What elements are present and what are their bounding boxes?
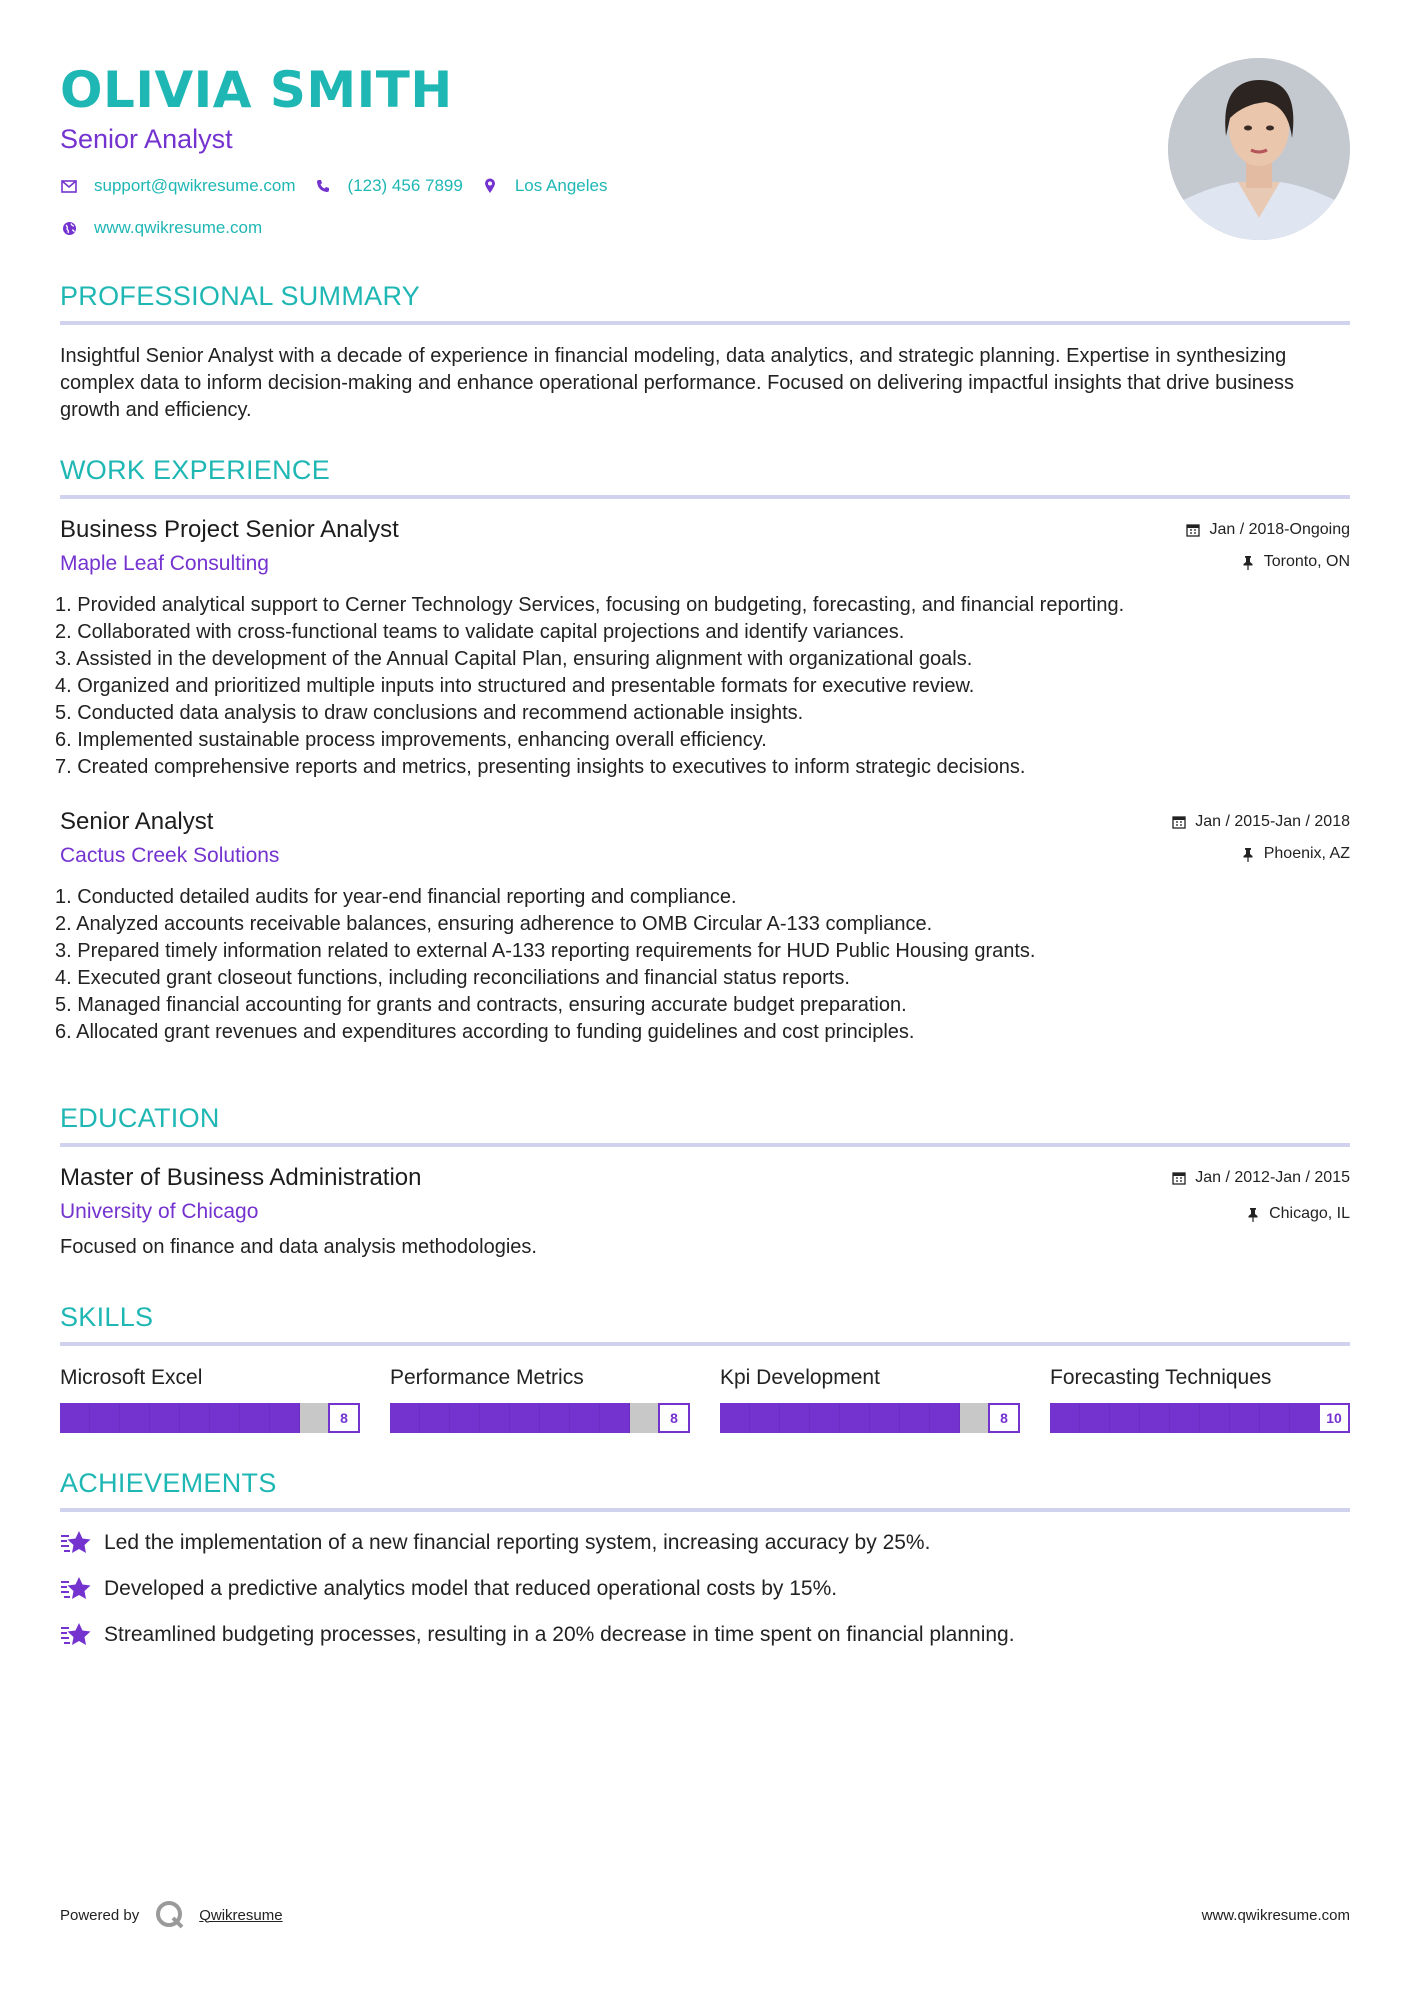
achievement-item [60, 1528, 1350, 1558]
section-heading-achievements: ACHIEVEMENTS [60, 1467, 1350, 1512]
skill-level-badge: 8 [988, 1403, 1020, 1433]
section-heading-education: EDUCATION [60, 1102, 1350, 1147]
location-text: Los Angeles [514, 176, 608, 195]
map-pin-icon [481, 177, 499, 195]
skill-level-segment [1200, 1403, 1230, 1433]
skill-level-segment [630, 1403, 660, 1433]
skill-level-bar [1050, 1403, 1350, 1433]
job-location: Toronto, ON [1263, 553, 1350, 570]
job-company: Cactus Creek Solutions [60, 844, 280, 867]
star-badge-icon [60, 1620, 92, 1650]
experience-section [55, 454, 1350, 1046]
skill-level-segment [300, 1403, 330, 1433]
achievement-text: Led the implementation of a new financial reporting system, increasing accuracy by 25%. [104, 1531, 931, 1554]
contact-website[interactable] [60, 218, 262, 238]
star-badge-icon [60, 1574, 92, 1604]
skill-level-segment [1080, 1403, 1110, 1433]
job-bullet: 3. Assisted in the development of the Annual Capital Plan, ensuring alignment with organizational goals. [55, 648, 973, 670]
degree-title: Master of Business Administration [60, 1164, 422, 1191]
section-heading-summary: PROFESSIONAL SUMMARY [60, 280, 1350, 325]
powered-by-label: Powered by [60, 1906, 140, 1924]
skill-level-segment [480, 1403, 510, 1433]
job-bullet: 1. Conducted detailed audits for year-end financial reporting and compliance. [55, 886, 737, 908]
skill-level-segment [90, 1403, 120, 1433]
skill-level-segment [510, 1403, 540, 1433]
skill-level-bar [390, 1403, 690, 1433]
footer-url[interactable]: www.qwikresume.com [1201, 1906, 1350, 1924]
star-badge-icon [60, 1528, 92, 1558]
skill-level-segment [1170, 1403, 1200, 1433]
skill-name: Microsoft Excel [60, 1366, 203, 1389]
skill-level-segment [1110, 1403, 1140, 1433]
skill-level-segment [1050, 1403, 1080, 1433]
education-section [60, 1102, 1350, 1261]
skill-level-segment [180, 1403, 210, 1433]
skill-level-segment [720, 1403, 750, 1433]
achievement-item [60, 1620, 1350, 1650]
brand-link[interactable]: Qwikresume [199, 1906, 283, 1924]
skill-level-segment [600, 1403, 630, 1433]
job-bullet: 4. Executed grant closeout functions, including reconciliations and financial status reports. [55, 967, 850, 989]
skill-level-segment [960, 1403, 990, 1433]
calendar-icon [1171, 814, 1187, 830]
skill-level-segment [750, 1403, 780, 1433]
contact-email[interactable] [60, 176, 296, 196]
job-entry [55, 807, 1350, 1046]
skill-item [390, 1364, 690, 1433]
achievements-section [60, 1467, 1350, 1650]
job-dates: Jan / 2015-Jan / 2018 [1195, 813, 1350, 830]
pushpin-icon [1240, 846, 1256, 862]
education-dates: Jan / 2012-Jan / 2015 [1195, 1169, 1350, 1186]
skill-level-segment [120, 1403, 150, 1433]
calendar-icon [1171, 1170, 1187, 1186]
phone-icon [314, 177, 332, 195]
achievement-text: Streamlined budgeting processes, resulting in a 20% decrease in time spent on financial planning. [104, 1623, 1015, 1646]
skills-section [60, 1301, 1350, 1433]
job-bullet: 7. Created comprehensive reports and metrics, presenting insights to executives to inform strategic decisions. [55, 756, 1026, 778]
school-name: University of Chicago [60, 1200, 259, 1223]
skill-level-segment [780, 1403, 810, 1433]
skill-name: Kpi Development [720, 1366, 880, 1389]
skill-level-segment [150, 1403, 180, 1433]
powered-by [60, 1900, 283, 1930]
job-bullet: 2. Analyzed accounts receivable balances, ensuring adherence to OMB Circular A-133 compliance. [55, 913, 933, 935]
phone-text: (123) 456 7899 [347, 176, 463, 195]
job-bullets [55, 884, 1350, 1046]
skill-level-segment [450, 1403, 480, 1433]
skill-name: Performance Metrics [390, 1366, 584, 1389]
skill-level-segment [420, 1403, 450, 1433]
job-bullet: 2. Collaborated with cross-functional teams to validate capital projections and identify variances. [55, 621, 905, 643]
job-entry [55, 515, 1350, 781]
skill-level-segment [390, 1403, 420, 1433]
job-bullet: 3. Prepared timely information related to external A-133 reporting requirements for HUD Public Housing grants. [55, 940, 1036, 962]
contact-location [481, 176, 608, 196]
skill-level-segment [1290, 1403, 1320, 1433]
email-text: support@qwikresume.com [94, 176, 296, 195]
job-dates: Jan / 2018-Ongoing [1209, 521, 1350, 538]
contact-row-primary [60, 176, 1350, 196]
pushpin-icon [1240, 554, 1256, 570]
skill-level-bar [60, 1403, 360, 1433]
skill-level-segment [930, 1403, 960, 1433]
job-bullet: 5. Managed financial accounting for grants and contracts, ensuring accurate budget preparation. [55, 994, 907, 1016]
pushpin-icon [1245, 1206, 1261, 1222]
skill-level-segment [900, 1403, 930, 1433]
skill-item [720, 1364, 1020, 1433]
skill-level-segment [840, 1403, 870, 1433]
summary-text: Insightful Senior Analyst with a decade of experience in financial modeling, data analytics, and strategic planning. Expertise in synthesizing complex data to inform decision-making and enhance operational performance. Focused on delivering impactful insights that drive business growth and efficiency. [60, 345, 1295, 421]
section-heading-skills: SKILLS [60, 1301, 1350, 1346]
job-bullet: 5. Conducted data analysis to draw conclusions and recommend actionable insights. [55, 702, 804, 724]
candidate-title: Senior Analyst [60, 124, 233, 154]
skill-item [60, 1364, 360, 1433]
candidate-name: OLIVIA SMITH [60, 61, 453, 119]
education-location: Chicago, IL [1269, 1205, 1350, 1222]
website-text: www.qwikresume.com [94, 218, 263, 237]
skill-level-segment [870, 1403, 900, 1433]
education-note: Focused on finance and data analysis methodologies. [60, 1236, 537, 1258]
job-location: Phoenix, AZ [1263, 845, 1350, 862]
skill-level-badge: 8 [328, 1403, 360, 1433]
qwikresume-logo-icon [155, 1900, 185, 1930]
skill-level-badge: 10 [1318, 1403, 1350, 1433]
footer [60, 1900, 1350, 1930]
skill-level-segment [540, 1403, 570, 1433]
calendar-icon [1185, 522, 1201, 538]
skill-name: Forecasting Techniques [1050, 1366, 1272, 1389]
skill-level-bar [720, 1403, 1020, 1433]
job-bullet: 6. Implemented sustainable process improvements, enhancing overall efficiency. [55, 729, 767, 751]
skill-level-badge: 8 [658, 1403, 690, 1433]
skill-level-segment [210, 1403, 240, 1433]
education-entry [60, 1163, 1350, 1261]
section-heading-experience: WORK EXPERIENCE [60, 454, 1350, 499]
skill-level-segment [570, 1403, 600, 1433]
job-bullet: 1. Provided analytical support to Cerner Technology Services, focusing on budgeting, forecasting, and financial reporting. [55, 594, 1125, 616]
skill-level-segment [1140, 1403, 1170, 1433]
skill-level-segment [60, 1403, 90, 1433]
envelope-icon [60, 177, 78, 195]
skill-level-segment [270, 1403, 300, 1433]
globe-icon [60, 219, 78, 237]
job-title: Senior Analyst [60, 808, 214, 835]
job-title: Business Project Senior Analyst [60, 516, 399, 543]
skill-level-segment [1230, 1403, 1260, 1433]
job-company: Maple Leaf Consulting [60, 552, 269, 575]
summary-section [60, 280, 1350, 424]
achievement-item [60, 1574, 1350, 1604]
contact-row-secondary [60, 218, 1350, 238]
job-bullet: 4. Organized and prioritized multiple inputs into structured and presentable formats for executive review. [55, 675, 975, 697]
job-bullet: 6. Allocated grant revenues and expenditures according to funding guidelines and cost principles. [55, 1021, 915, 1043]
skills-list [60, 1364, 1350, 1433]
contact-phone[interactable] [314, 176, 463, 196]
job-bullets [55, 592, 1350, 781]
skill-level-segment [1260, 1403, 1290, 1433]
skill-level-segment [240, 1403, 270, 1433]
achievement-text: Developed a predictive analytics model that reduced operational costs by 15%. [104, 1577, 838, 1600]
skill-level-segment [810, 1403, 840, 1433]
skill-item [1050, 1364, 1350, 1433]
